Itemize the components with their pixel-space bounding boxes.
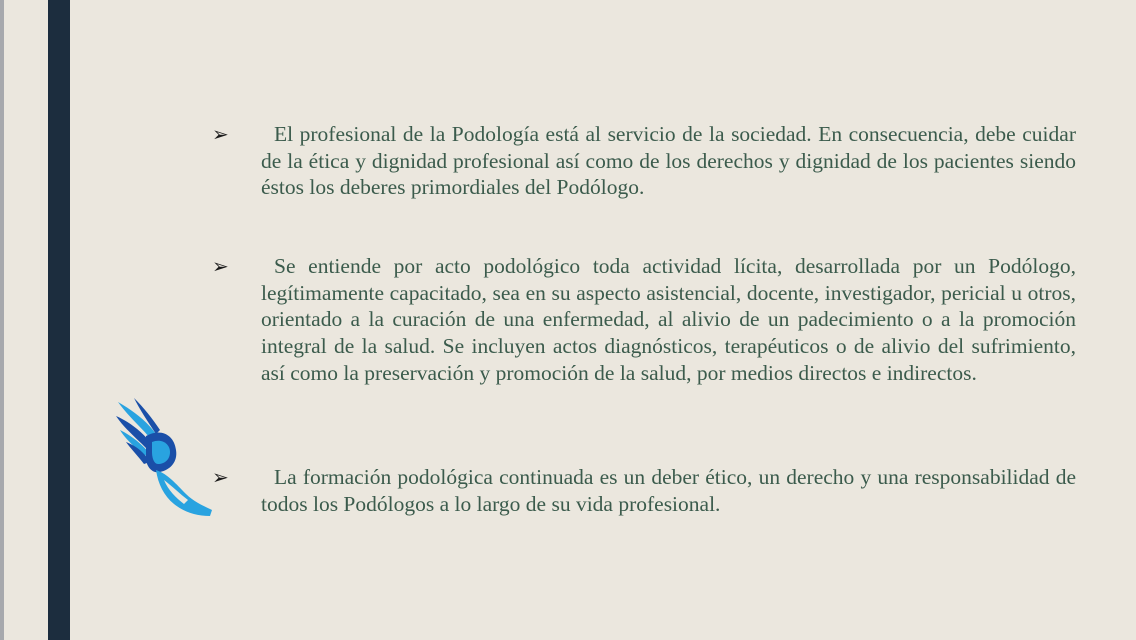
- arrow-bullet-icon: ➢: [212, 254, 229, 278]
- bullet-item-1: [212, 121, 1076, 201]
- arrow-bullet-icon: ➢: [212, 122, 229, 146]
- bullet-text-2: Se entiende por acto podológico toda actividad lícita, desarrollada por un Podólogo, legítimamente capacitado, sea en su aspecto asistencial, docente, investigador, pericial u otros, orientado a la curación de una enfermedad, al alivio de un padecimiento o a la promoción integral de la salud. Se incluyen actos diagnósticos, terapéuticos o de alivio del sufrimiento, así como la preservación y promoción de la salud, por medios directos e indirectos.: [261, 254, 1076, 385]
- bullet-item-2: [212, 253, 1076, 387]
- sidebar-accent-bar: [48, 0, 70, 640]
- bullet-text-3: La formación podológica continuada es un deber ético, un derecho y una responsabilidad de todos los Podólogos a lo largo de su vida profesional.: [261, 465, 1076, 516]
- arrow-bullet-icon: ➢: [212, 465, 229, 489]
- winged-foot-icon: [112, 392, 216, 520]
- bullet-text-1: El profesional de la Podología está al servicio de la sociedad. En consecuencia, debe cuidar de la ética y dignidad profesional así como de los derechos y dignidad de los pacientes siendo éstos los deberes primordiales del Podólogo.: [261, 122, 1076, 200]
- left-edge-stripe: [0, 0, 4, 640]
- bullet-item-3: [212, 464, 1076, 517]
